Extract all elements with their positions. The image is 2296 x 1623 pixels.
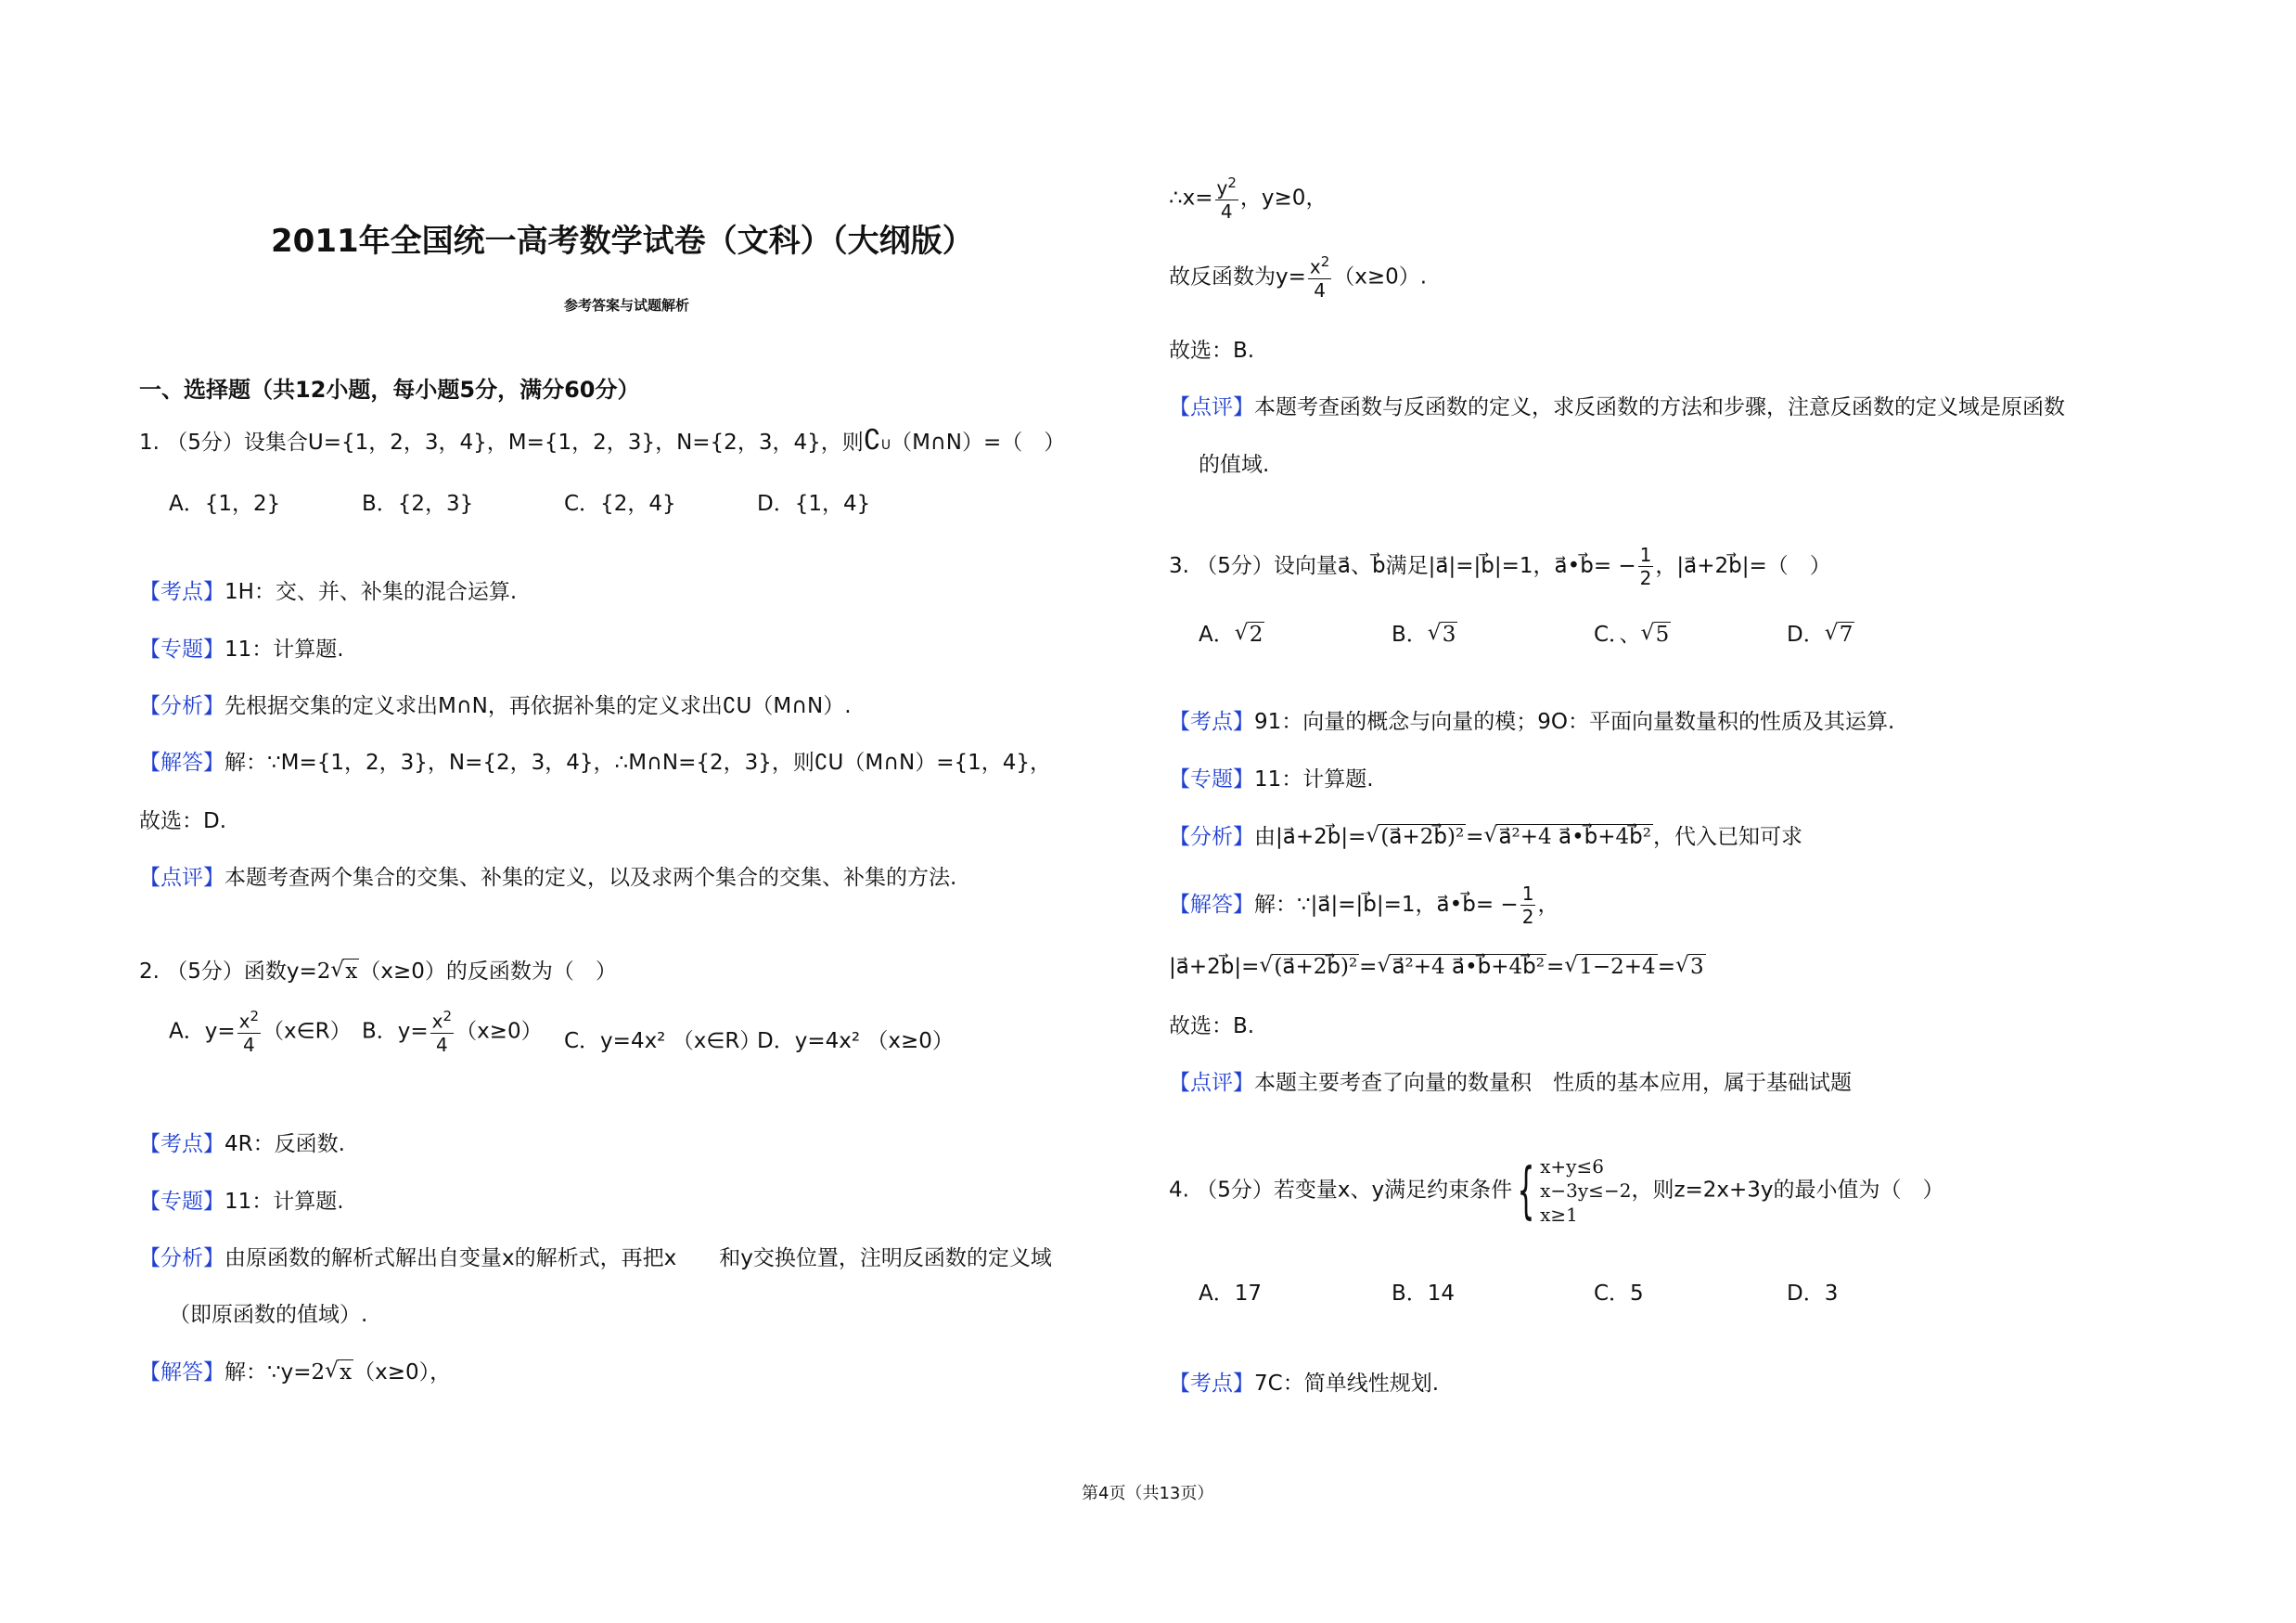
- page-subtitle: 参考答案与试题解析: [564, 297, 690, 314]
- q3-option-c: C．、√ 5: [1594, 617, 1671, 648]
- q1-zhuanti: [139, 635, 344, 664]
- dianping-tag: 【点评】: [1169, 1071, 1254, 1095]
- kaodian-text: 1H：交、并、补集的混合运算.: [224, 580, 518, 604]
- fenxi-tag: 【分析】: [139, 1246, 224, 1270]
- section-heading: 一、选择题（共12小题，每小题5分，满分60分）: [139, 377, 640, 403]
- q1-stem-text: 1. （5分）设集合U={1，2，3，4}，M={1，2，3}，N={2，3，4}，则: [139, 431, 864, 455]
- fenxi-tag: 【分析】: [139, 694, 224, 718]
- q1-option-b: B．{2，3}: [362, 492, 474, 516]
- q1-stem: [139, 426, 1065, 460]
- q2-cont-line2: 故反函数为y= $\frac{x^2}{4}$ （x≥0）.: [1169, 253, 1428, 302]
- zhuanti-tag: 【专题】: [139, 1190, 224, 1214]
- dianping-text: 本题考查函数与反函数的定义，求反函数的方法和步骤，注意反函数的定义域是原函数: [1254, 395, 2065, 419]
- q1-option-d: D．{1，4}: [757, 492, 871, 516]
- sqrt-expr: √ x: [325, 1358, 353, 1387]
- q1-fenxi: [139, 691, 852, 721]
- q1-jieda: [139, 748, 1051, 778]
- q2-zhuanti: [139, 1187, 344, 1217]
- kaodian-tag: 【考点】: [139, 1132, 224, 1156]
- sqrt-expr: √ x: [330, 957, 359, 986]
- q2-dianping: [1169, 393, 2065, 422]
- q4-option-c: C．5: [1594, 1282, 1644, 1306]
- q3-kaodian: [1169, 707, 1894, 737]
- complement-sub: U: [880, 438, 891, 453]
- q3-answer: 故选：B.: [1169, 1014, 1255, 1038]
- q3-option-d: D．√ 7: [1787, 617, 1854, 648]
- q2-stem: [139, 957, 617, 986]
- dianping-text: 本题考查两个集合的交集、补集的定义，以及求两个集合的交集、补集的方法.: [224, 866, 957, 890]
- kaodian-text: 91：向量的概念与向量的模；9O：平面向量数量积的性质及其运算.: [1254, 710, 1895, 734]
- zhuanti-tag: 【专题】: [139, 638, 224, 662]
- q2-option-d: D．y=4x² （x≥0）: [757, 1029, 954, 1053]
- q2-fenxi: [139, 1243, 1052, 1273]
- zhuanti-tag: 【专题】: [1169, 767, 1254, 792]
- q2-stem-text: 2. （5分）函数y=: [139, 960, 317, 984]
- q4-kaodian: [1169, 1369, 1439, 1398]
- q2-fenxi-cont: （即原函数的值域）.: [169, 1303, 368, 1327]
- q3-dianping: [1169, 1068, 1852, 1098]
- page-title: 2011年全国统一高考数学试卷（文科）（大纲版）: [271, 223, 974, 260]
- q1-option-a: A．{1，2}: [169, 492, 281, 516]
- vector-b: b⃗: [1372, 554, 1386, 578]
- q3-option-b: B．√ 3: [1392, 617, 1457, 648]
- dianping-tag: 【点评】: [1169, 395, 1254, 419]
- q2-cont-line1: ∴x= $\frac{y^2}{4}$ ，y≥0，: [1169, 174, 1328, 223]
- q1-answer: 故选：D.: [139, 809, 227, 833]
- kaodian-text: 7C：简单线性规划.: [1254, 1372, 1440, 1396]
- jieda-text: 解：∵M={1，2，3}，N={2，3，4}，∴M∩N={2，3}，则∁U（M∩N）={1，4}，: [224, 751, 1052, 775]
- q2-jieda: 【解答】解：∵y=2√ x（x≥0），: [139, 1358, 451, 1387]
- zhuanti-text: 11：计算题.: [1254, 767, 1374, 792]
- complement-symbol: ∁: [863, 424, 881, 457]
- dianping-tag: 【点评】: [139, 866, 224, 890]
- q2-option-b: B．y= $\frac{x^2}{4}$ （x≥0）: [362, 1008, 543, 1056]
- fenxi-tag: 【分析】: [1169, 825, 1254, 849]
- q1-stem-end: （M∩N）=（ ）: [891, 431, 1066, 455]
- q1-kaodian: [139, 577, 517, 607]
- q3-fenxi: 【分析】由|a⃗+2b⃗|=√ (a⃗+2b⃗)²=√ a⃗²+4 a⃗•b⃗+4b⃗²，代入已知可求: [1169, 822, 1802, 852]
- q3-calculation: |a⃗+2b⃗|=√ (a⃗+2b⃗)²=√ a⃗²+4 a⃗•b⃗+4b⃗²=√ 1−2+4=√ 3: [1169, 952, 1706, 982]
- q2-option-c: C．y=4x² （x∈R）: [564, 1029, 762, 1053]
- left-brace: {: [1517, 1154, 1535, 1226]
- kaodian-tag: 【考点】: [1169, 1372, 1254, 1396]
- q2-answer: 故选：B.: [1169, 339, 1255, 363]
- jieda-tag: 【解答】: [1169, 893, 1254, 917]
- q3-stem: 3. （5分）设向量a⃗、b⃗满足|a⃗|=|b⃗|=1，a⃗•b⃗= − $\frac{1}{2}$ ，|a⃗+2b⃗|=（ ）: [1169, 544, 1831, 589]
- dianping-text: 本题主要考查了向量的数量积 性质的基本应用，属于基础试题: [1254, 1071, 1852, 1095]
- zhuanti-text: 11：计算题.: [224, 638, 344, 662]
- fenxi-text: 由原函数的解析式解出自变量x的解析式，再把x 和y交换位置，注明反函数的定义域: [224, 1246, 1052, 1270]
- constraint-system: x+y≤6 x−3y≤−2 x≥1: [1540, 1155, 1632, 1226]
- q3-option-a: A．√ 2: [1199, 617, 1264, 648]
- fenxi-text: 先根据交集的定义求出M∩N，再依据补集的定义求出∁U（M∩N）.: [224, 694, 852, 718]
- page-footer: 第4页（共13页）: [1082, 1484, 1214, 1503]
- q4-option-a: A．17: [1199, 1282, 1263, 1306]
- kaodian-tag: 【考点】: [139, 580, 224, 604]
- q3-zhuanti: [1169, 765, 1374, 794]
- vector-a: a⃗: [1337, 554, 1351, 578]
- q2-dianping-cont: 的值域.: [1199, 453, 1270, 477]
- q2-kaodian: [139, 1129, 345, 1159]
- q1-option-c: C．{2，4}: [564, 492, 676, 516]
- q4-stem: 4. （5分）若变量x、y满足约束条件{ x+y≤6 x−3y≤−2 x≥1 ，则z=2x+3y的最小值为（ ）: [1169, 1154, 1944, 1226]
- q4-option-b: B．14: [1392, 1282, 1456, 1306]
- kaodian-text: 4R：反函数.: [224, 1132, 345, 1156]
- q2-coef: 2: [316, 960, 331, 984]
- q1-dianping: [139, 863, 956, 893]
- kaodian-tag: 【考点】: [1169, 710, 1254, 734]
- q3-jieda: 【解答】解：∵|a⃗|=|b⃗|=1，a⃗•b⃗= − $\frac{1}{2}$ ，: [1169, 882, 1559, 928]
- q4-option-d: D．3: [1787, 1282, 1839, 1306]
- zhuanti-text: 11：计算题.: [224, 1190, 344, 1214]
- q2-stem-end: （x≥0）的反函数为（ ）: [359, 960, 617, 984]
- q2-option-a: A．y= $\frac{x^2}{4}$ （x∈R）: [169, 1008, 352, 1056]
- jieda-tag: 【解答】: [139, 1360, 224, 1385]
- jieda-tag: 【解答】: [139, 751, 224, 775]
